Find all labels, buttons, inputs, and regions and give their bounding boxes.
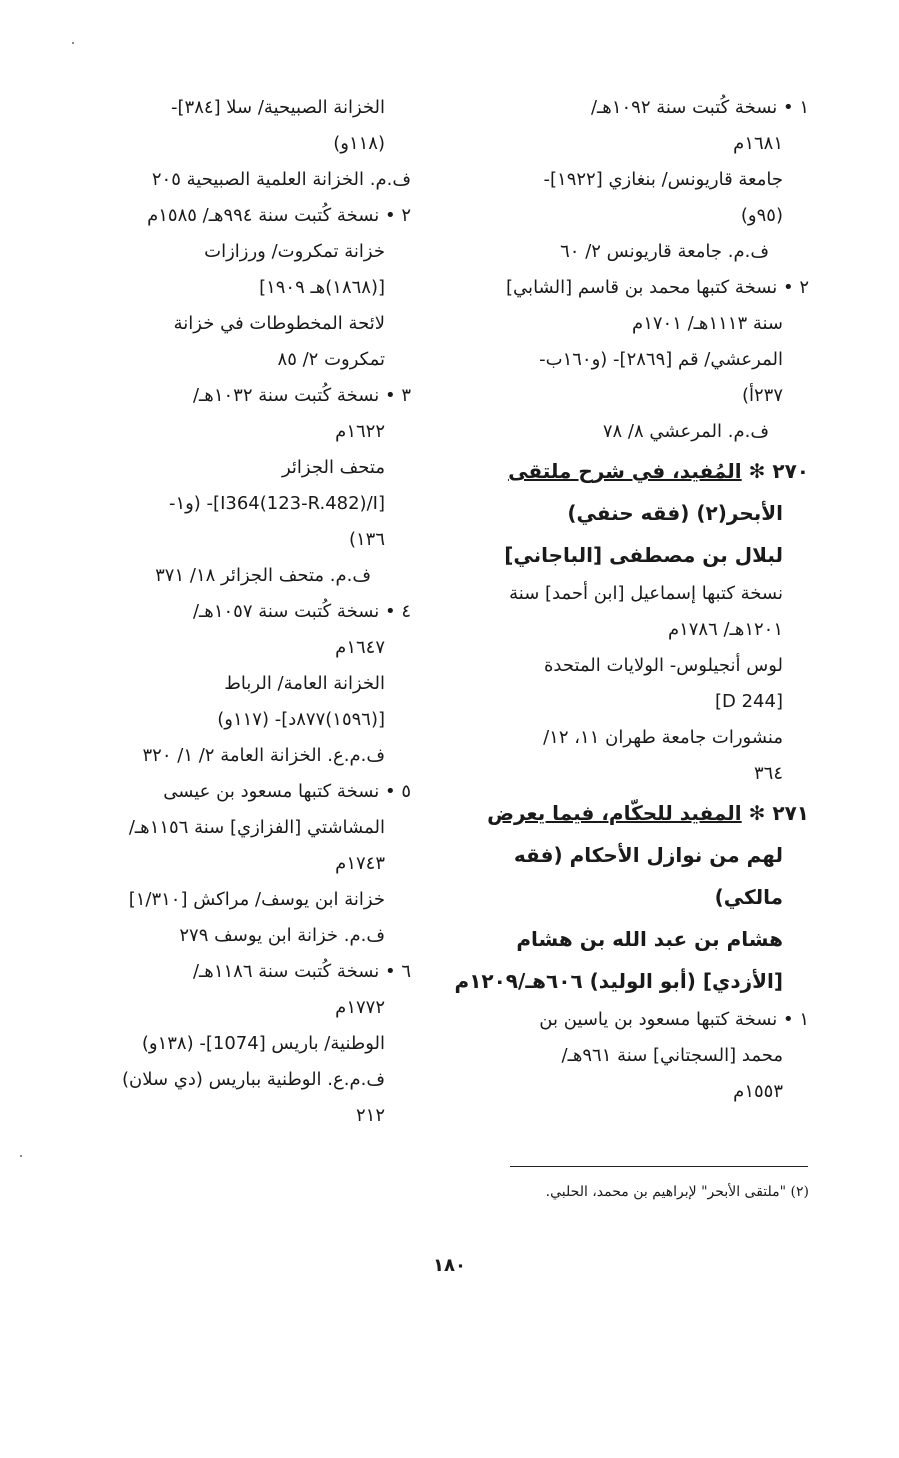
text-line: [D 244] (714, 691, 783, 712)
entry-heading-line: لهم من نوازل الأحكام (فقه (513, 843, 783, 867)
entry-heading (454, 450, 809, 492)
manuscript-item: ٥ • نسخة كتبها مسعود بن عيسى (163, 781, 411, 802)
text-line: متحف الجزائر (281, 457, 385, 478)
entry-heading (454, 792, 809, 834)
text-line: ١٧٤٣م (335, 853, 385, 874)
scan-mark (72, 42, 74, 44)
text-line: ف.م. خزانة ابن يوسف ٢٧٩ (179, 925, 385, 946)
right-column (454, 90, 809, 1110)
reference-line: ف.م. المرعشي ٨/ ٧٨ (602, 421, 769, 442)
text-line: خزانة تمكروت/ ورزازات (204, 241, 385, 262)
left-column (76, 90, 411, 1134)
text-line: (٩٥و) (740, 205, 783, 226)
entry-title: المُفيد، في شرح ملتقى (508, 459, 742, 483)
footnote-divider (510, 1166, 808, 1167)
text-line: محمد [السجتاني] سنة ٩٦١هـ/ (561, 1045, 783, 1066)
entry-heading-line: [الأزدي] (أبو الوليد) ٦٠٦هـ/١٢٠٩م (454, 969, 783, 993)
entry-heading-line: مالكي) (714, 885, 783, 909)
entry-heading-line: لبلال بن مصطفى [الباجاني] (504, 543, 783, 567)
text-line: ف.م.ع. الخزانة العامة ٢/ ١/ ٣٢٠ (142, 745, 385, 766)
text-line: لائحة المخطوطات في خزانة (173, 313, 385, 334)
footnote: (٢) "ملتقى الأبحر" لإبراهيم بن محمد، الحلبي. (545, 1184, 809, 1200)
manuscript-item: ١ • نسخة كُتبت سنة ١٠٩٢هـ/ (590, 97, 809, 118)
entry-number: ٢٧١ ✻ (748, 801, 809, 825)
entry-heading-line: هشام بن عبد الله بن هشام (516, 927, 783, 951)
text-line: الخزانة الصبيحية/ سلا [٣٨٤]- (171, 97, 385, 118)
text-line: خزانة ابن يوسف/ مراكش [١/٣١٠] (128, 889, 385, 910)
manuscript-item: ١ • نسخة كتبها مسعود بن ياسين بن (539, 1009, 809, 1030)
text-line: ٢١٢ (355, 1105, 385, 1126)
text-line: ١٣٦) (348, 529, 385, 550)
text-line: ١٦٤٧م (335, 637, 385, 658)
entry-number: ٢٧٠ ✻ (748, 459, 809, 483)
text-line: لوس أنجيلوس- الولايات المتحدة (543, 655, 783, 676)
text-line: ١٦٨١م (733, 133, 783, 154)
text-line: منشورات جامعة طهران ١١، ١٢/ (543, 727, 783, 748)
text-line: [(١٨٦٨)هـ ١٩٠٩] (259, 277, 385, 298)
manuscript-item: ٦ • نسخة كُتبت سنة ١١٨٦هـ/ (192, 961, 411, 982)
text-line: ٢٣٧أ) (741, 385, 783, 406)
entry-title: المفيد للحكّام، فيما يعرض (487, 801, 742, 825)
text-line: ١٥٥٣م (733, 1081, 783, 1102)
entry-heading-line: الأبحر(٢) (فقه حنفي) (567, 501, 783, 525)
text-line: ١٢٠١هـ/ ١٧٨٦م (667, 619, 783, 640)
reference-line: ف.م. جامعة قاريونس ٢/ ٦٠ (560, 241, 769, 262)
text-line: ف.م.ع. الوطنية بباريس (دي سلان) (122, 1069, 385, 1090)
text-line: سنة ١١١٣هـ/ ١٧٠١م (632, 313, 783, 334)
text-line: ف.م. الخزانة العلمية الصبيحية ٢٠٥ (151, 169, 411, 190)
text-line: نسخة كتبها إسماعيل [ابن أحمد] سنة (509, 583, 783, 604)
manuscript-item: ٢ • نسخة كتبها محمد بن قاسم [الشابي] (506, 277, 809, 298)
text-line: المشاشتي [الفزازي] سنة ١١٥٦هـ/ (128, 817, 385, 838)
text-line: [I364(123-R.482)/I]- (و١- (168, 493, 385, 514)
scan-mark (20, 1155, 22, 1157)
text-line: ٣٦٤ (753, 763, 783, 784)
text-line: جامعة قاريونس/ بنغازي [١٩٢٢]- (543, 169, 783, 190)
text-line: الخزانة العامة/ الرباط (224, 673, 385, 694)
manuscript-item: ٢ • نسخة كُتبت سنة ٩٩٤هـ/ ١٥٨٥م (147, 205, 411, 226)
text-line: ١٧٧٢م (335, 997, 385, 1018)
page-number: ١٨٠ (433, 1255, 466, 1276)
reference-line: ف.م. متحف الجزائر ١٨/ ٣٧١ (155, 565, 371, 586)
text-line: المرعشي/ قم [٢٨٦٩]- (و١٦٠ب- (539, 349, 783, 370)
text-line: ١٦٢٢م (335, 421, 385, 442)
text-line: تمكروت ٢/ ٨٥ (277, 349, 385, 370)
manuscript-item: ٣ • نسخة كُتبت سنة ١٠٣٢هـ/ (192, 385, 411, 406)
manuscript-item: ٤ • نسخة كُتبت سنة ١٠٥٧هـ/ (192, 601, 411, 622)
text-line: الوطنية/ باريس [1074]- (١٣٨و) (141, 1033, 385, 1054)
text-line: (١١٨و) (333, 133, 385, 154)
text-line: [(١٥٩٦)٨٧٧د]- (١١٧و) (217, 709, 385, 730)
